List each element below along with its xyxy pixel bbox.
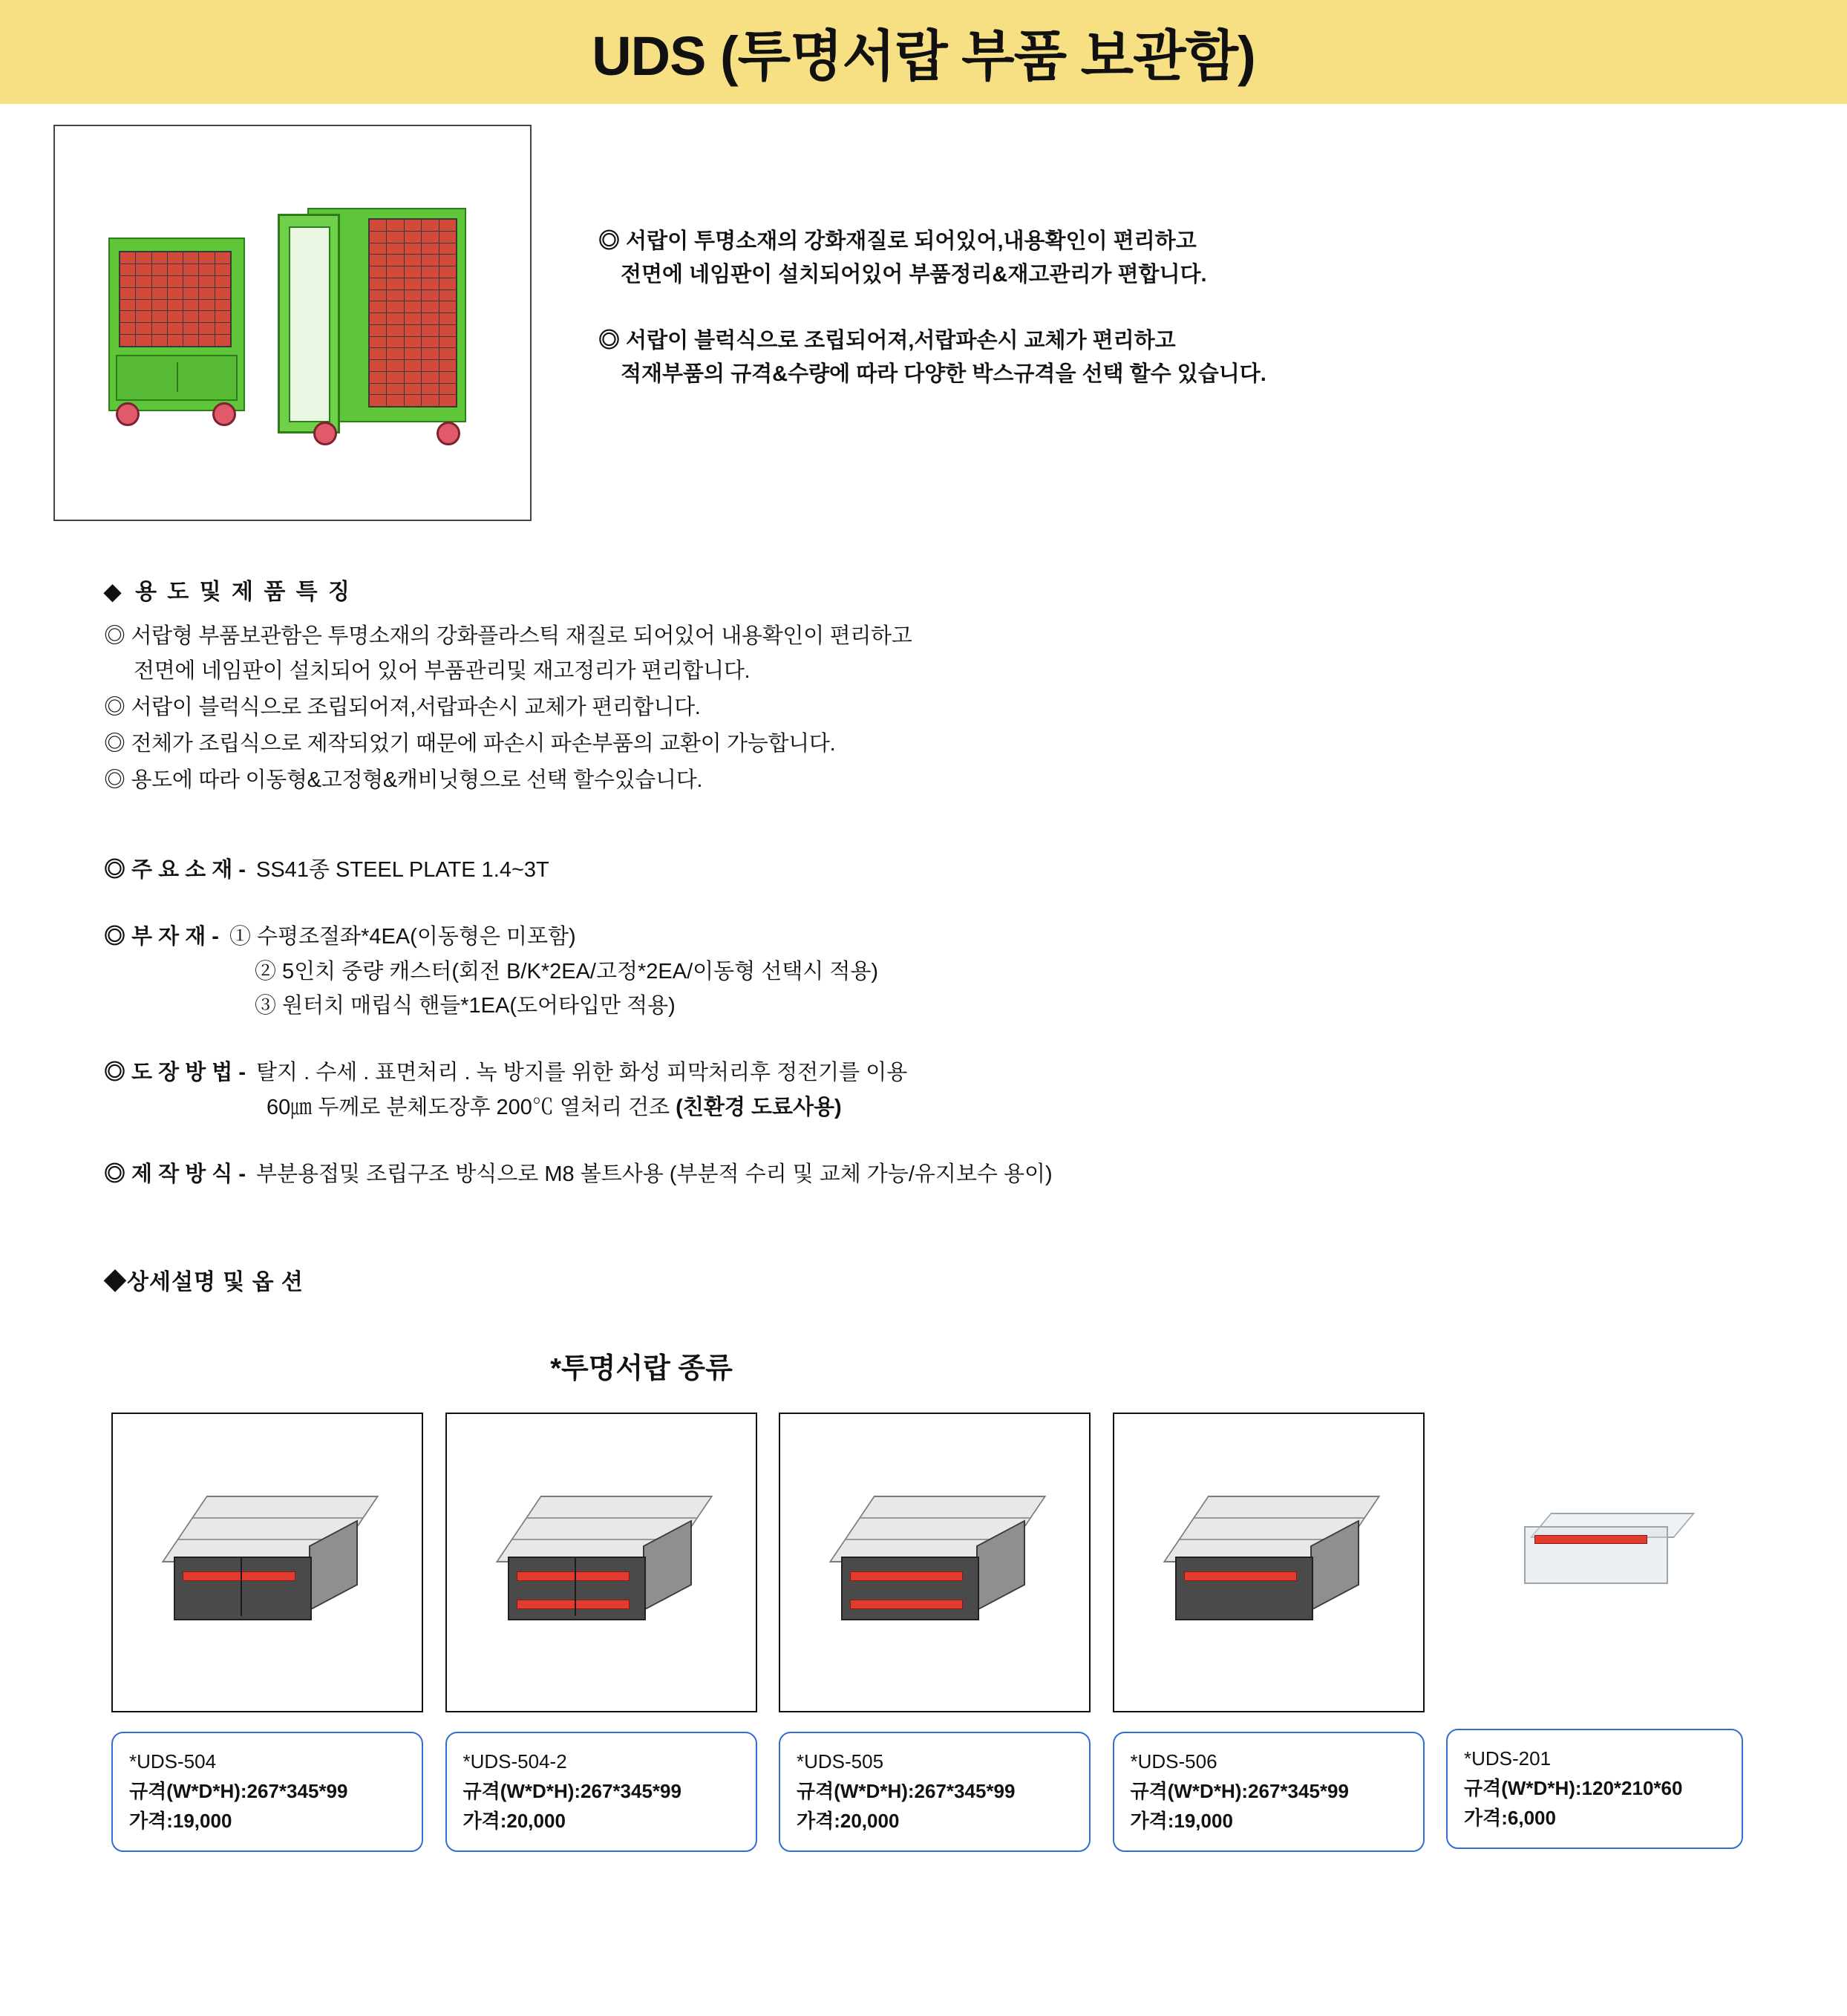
product-spec: 규격(W*D*H):267*345*99 bbox=[797, 1779, 1016, 1802]
hero-bullet-2-line1: ◎ 서랍이 블럭식으로 조립되어져,서랍파손시 교체가 편리하고 bbox=[598, 328, 1176, 353]
product-price: 가격:19,000 bbox=[1130, 1810, 1233, 1833]
spec-value-manufacture: 부분용접및 조립구조 방식으로 M8 볼트사용 (부분적 수리 및 교체 가능/유지보수 용이) bbox=[256, 1162, 1053, 1187]
spec-row-subparts bbox=[104, 920, 1847, 1023]
diamond-bullet-icon-2: ◆ bbox=[104, 1269, 127, 1295]
product-spec: 규격(W*D*H):267*345*99 bbox=[129, 1779, 348, 1802]
page-header-banner bbox=[0, 0, 1847, 104]
hero-bullet-1-line2: 전면에 네임판이 설치되어있어 부품정리&재고관리가 편합니다. bbox=[621, 262, 1207, 287]
product-name: *UDS-504-2 bbox=[462, 1750, 567, 1773]
feature-item-2: ◎ 서랍이 블럭식으로 조립되어져,서랍파손시 교체가 편리합니다. bbox=[104, 695, 701, 719]
hero-bullet-2-line2: 적재부품의 규격&수량에 따라 다양한 박스규격을 선택 할수 있습니다. bbox=[621, 361, 1266, 386]
product-name: *UDS-201 bbox=[1464, 1747, 1552, 1770]
product-label bbox=[445, 1732, 757, 1853]
door-cabinet-illustration bbox=[278, 208, 463, 438]
spec-label-material: ◎ 주 요 소 재 - bbox=[104, 857, 246, 882]
product-card[interactable] bbox=[445, 1413, 757, 1853]
feature-item-3: ◎ 전체가 조립식으로 제작되었기 때문에 파손시 파손부품의 교환이 가능합니다. bbox=[104, 731, 836, 756]
hero-bullet-1 bbox=[598, 225, 1266, 292]
specifications-block bbox=[104, 853, 1847, 1192]
spec-row-painting bbox=[104, 1056, 1847, 1125]
painting-line2 bbox=[256, 1090, 907, 1125]
uds-201-bin-image bbox=[1446, 1413, 1743, 1709]
product-label bbox=[1113, 1732, 1425, 1853]
product-label bbox=[1446, 1729, 1743, 1850]
product-price: 가격:6,000 bbox=[1464, 1807, 1556, 1830]
product-price: 가격:20,000 bbox=[462, 1810, 566, 1833]
product-card[interactable] bbox=[779, 1413, 1091, 1853]
features-heading-label: 용 도 및 제 품 특 징 bbox=[135, 580, 352, 604]
subpart-item-3: ③ 원터치 매립식 핸들*1EA(도어타입만 적용) bbox=[254, 994, 676, 1018]
product-name: *UDS-504 bbox=[129, 1750, 217, 1773]
uds-504-drawer-image bbox=[111, 1413, 423, 1712]
uds-505-drawer-image bbox=[779, 1413, 1091, 1712]
product-label bbox=[779, 1732, 1091, 1853]
spec-label-painting: ◎ 도 장 방 법 - bbox=[104, 1061, 246, 1085]
hero-bullet-list bbox=[598, 225, 1266, 391]
hero-section bbox=[0, 104, 1847, 521]
feature-item-1 bbox=[104, 619, 1847, 689]
uds-504-2-drawer-image bbox=[445, 1413, 757, 1712]
product-spec: 규격(W*D*H):120*210*60 bbox=[1464, 1776, 1683, 1799]
spec-label-manufacture: ◎ 제 작 방 식 - bbox=[104, 1162, 246, 1187]
product-price: 가격:19,000 bbox=[129, 1810, 232, 1833]
product-name: *UDS-506 bbox=[1130, 1750, 1217, 1773]
drawer-types-title: *투명서랍 종류 bbox=[550, 1352, 733, 1384]
spec-row-manufacture bbox=[104, 1157, 1847, 1191]
spec-value-painting bbox=[246, 1056, 907, 1125]
details-heading-label: 상세설명 및 옵 션 bbox=[127, 1269, 304, 1295]
spec-row-material bbox=[104, 853, 1847, 887]
product-spec: 규격(W*D*H):267*345*99 bbox=[1130, 1779, 1349, 1802]
spec-value-material: SS41종 STEEL PLATE 1.4~3T bbox=[256, 857, 549, 882]
product-card-list bbox=[0, 1386, 1847, 1853]
hero-bullet-1-line1: ◎ 서랍이 투명소재의 강화재질로 되어있어,내용확인이 편리하고 bbox=[598, 229, 1197, 253]
subpart-item-1: ① 수평조절좌*4EA(이동형은 미포함) bbox=[229, 925, 576, 949]
main-content bbox=[0, 573, 1847, 1296]
parts-cabinet-photo bbox=[53, 125, 532, 521]
subpart-item-2: ② 5인치 중량 캐스터(회전 B/K*2EA/고정*2EA/이동형 선택시 적용) bbox=[254, 959, 879, 984]
product-card[interactable] bbox=[111, 1413, 423, 1853]
product-name: *UDS-505 bbox=[797, 1750, 884, 1773]
diamond-bullet-icon: ◆ bbox=[104, 580, 124, 604]
features-heading bbox=[104, 573, 1847, 606]
painting-line2-a: 60㎛ 두께로 분체도장후 200℃ 열처리 건조 bbox=[267, 1095, 676, 1119]
spec-label-subparts: ◎ 부 자 재 - bbox=[104, 925, 219, 949]
hero-bullet-2 bbox=[598, 324, 1266, 391]
product-card[interactable] bbox=[1113, 1413, 1425, 1853]
product-price: 가격:20,000 bbox=[797, 1810, 900, 1833]
product-spec: 규격(W*D*H):267*345*99 bbox=[462, 1779, 681, 1802]
painting-line1: 탈지 . 수세 . 표면처리 . 녹 방지를 위한 화성 피막처리후 정전기를 이용 bbox=[256, 1061, 908, 1085]
page-title: UDS (투명서랍 부품 보관함) bbox=[592, 25, 1255, 87]
product-card[interactable] bbox=[1446, 1413, 1743, 1853]
feature-item-4: ◎ 용도에 따라 이동형&고정형&캐비닛형으로 선택 할수있습니다. bbox=[104, 768, 703, 792]
product-label bbox=[111, 1732, 423, 1853]
uds-506-drawer-image bbox=[1113, 1413, 1425, 1712]
painting-line2-b: (친환경 도료사용) bbox=[676, 1095, 842, 1119]
details-heading bbox=[104, 1263, 1847, 1296]
feature-item-1-line1: ◎ 서랍형 부품보관함은 투명소재의 강화플라스틱 재질로 되어있어 내용확인이 편리하고 bbox=[104, 624, 912, 648]
mobile-cabinet-illustration bbox=[108, 238, 242, 423]
feature-item-1-line2: 전면에 네임판이 설치되어 있어 부품관리및 재고정리가 편리합니다. bbox=[134, 658, 751, 683]
spec-value-subparts bbox=[219, 920, 878, 1023]
features-list bbox=[104, 619, 1847, 798]
